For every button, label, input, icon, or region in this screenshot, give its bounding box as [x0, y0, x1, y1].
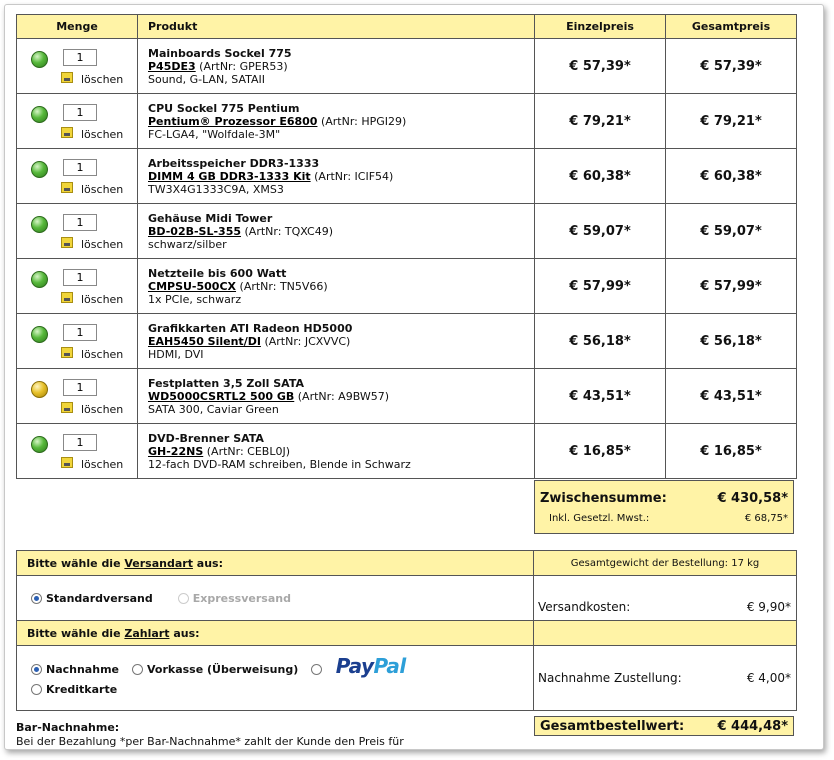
product-artnr: (ArtNr: JCXVVC): [264, 334, 351, 348]
product-desc: SATA 300, Caviar Green: [148, 402, 279, 416]
payment-header: [17, 621, 534, 646]
delete-icon[interactable]: [61, 182, 73, 193]
vat-label: Inkl. Gesetzl. Mwst.:: [549, 513, 650, 524]
delete-icon[interactable]: [61, 347, 73, 358]
product-cell: [138, 149, 535, 204]
cart-row: [17, 369, 797, 424]
line-total: € 57,99*: [666, 259, 797, 314]
radio-cod[interactable]: [31, 664, 42, 675]
product-artnr: (ArtNr: A9BW57): [297, 389, 390, 403]
cart-table: [16, 14, 797, 479]
availability-dot-icon: [31, 51, 48, 68]
payment-fee-cell: [534, 646, 797, 711]
cod-note-text: Bei der Bezahlung *per Bar-Nachnahme* zahlt der Kunde den Preis für: [16, 735, 404, 748]
delete-icon[interactable]: [61, 237, 73, 248]
order-weight: Gesamtgewicht der Bestellung: 17 kg: [534, 551, 797, 576]
radio-prepay[interactable]: [132, 664, 143, 675]
product-link[interactable]: Pentium® Prozessor E6800: [148, 114, 318, 128]
subtotal-value: € 430,58*: [717, 491, 788, 506]
product-desc: FC-LGA4, "Wolfdale-3M": [148, 127, 281, 141]
shipping-cost-label: Versandkosten:: [538, 600, 631, 614]
delete-icon[interactable]: [61, 402, 73, 413]
availability-dot-icon: [31, 381, 48, 398]
unit-price: € 43,51*: [535, 369, 666, 424]
radio-card[interactable]: [31, 684, 42, 695]
delete-icon[interactable]: [61, 292, 73, 303]
product-artnr: (ArtNr: GPER53): [199, 59, 288, 73]
quantity-input[interactable]: [63, 434, 97, 451]
col-header-menge: Menge: [17, 15, 138, 39]
product-desc: 12-fach DVD-RAM schreiben, Blende in Schwarz: [148, 457, 411, 471]
product-cell: [138, 39, 535, 94]
qty-cell: [17, 149, 138, 204]
cart-window: [4, 4, 824, 750]
cod-fee-label: Nachnahme Zustellung:: [538, 671, 682, 685]
product-artnr: (ArtNr: TQXC49): [244, 224, 334, 238]
radio-standard[interactable]: [31, 593, 42, 604]
label-card[interactable]: Kreditkarte: [46, 683, 118, 696]
cart-row: [17, 39, 797, 94]
qty-cell: [17, 94, 138, 149]
product-category: CPU Sockel 775 Pentium: [148, 101, 300, 115]
product-desc: 1x PCIe, schwarz: [148, 292, 242, 306]
delete-link[interactable]: löschen: [81, 183, 124, 196]
product-artnr: (ArtNr: CEBL0J): [206, 444, 291, 458]
quantity-input[interactable]: [63, 379, 97, 396]
grand-total-value: € 444,48*: [717, 719, 788, 734]
product-cell: [138, 94, 535, 149]
grand-total-label: Gesamtbestellwert:: [540, 719, 685, 734]
product-cell: [138, 314, 535, 369]
line-total: € 57,39*: [666, 39, 797, 94]
qty-cell: [17, 259, 138, 314]
quantity-input[interactable]: [63, 49, 97, 66]
product-category: Gehäuse Midi Tower: [148, 211, 273, 225]
payment-method-link[interactable]: Zahlart: [124, 626, 170, 640]
availability-dot-icon: [31, 216, 48, 233]
label-prepay[interactable]: Vorkasse (Überweisung): [147, 663, 299, 676]
shipping-options: [17, 576, 534, 621]
quantity-input[interactable]: [63, 159, 97, 176]
delete-icon[interactable]: [61, 72, 73, 83]
product-cell: [138, 204, 535, 259]
product-link[interactable]: BD-02B-SL-355: [148, 224, 242, 238]
delete-icon[interactable]: [61, 457, 73, 468]
radio-paypal[interactable]: [311, 664, 322, 675]
delete-link[interactable]: löschen: [81, 403, 124, 416]
line-total: € 43,51*: [666, 369, 797, 424]
cart-body: [17, 39, 797, 479]
line-total: € 60,38*: [666, 149, 797, 204]
quantity-input[interactable]: [63, 104, 97, 121]
availability-dot-icon: [31, 161, 48, 178]
label-cod[interactable]: Nachnahme: [46, 663, 119, 676]
availability-dot-icon: [31, 271, 48, 288]
unit-price: € 60,38*: [535, 149, 666, 204]
cart-header-row: [17, 15, 797, 39]
shipping-header-prefix: Bitte wähle die: [27, 556, 125, 570]
delete-link[interactable]: löschen: [81, 458, 124, 471]
availability-dot-icon: [31, 436, 48, 453]
product-category: Grafikkarten ATI Radeon HD5000: [148, 321, 353, 335]
product-cell: [138, 369, 535, 424]
cart-row: [17, 314, 797, 369]
cart-row: [17, 259, 797, 314]
product-link[interactable]: EAH5450 Silent/DI: [148, 334, 261, 348]
delete-link[interactable]: löschen: [81, 238, 124, 251]
shipping-cost-value: € 9,90*: [746, 600, 791, 614]
grand-total-box: [534, 716, 794, 736]
product-cell: [138, 259, 535, 314]
product-category: Netzteile bis 600 Watt: [148, 266, 287, 280]
label-standard[interactable]: Standardversand: [46, 591, 153, 605]
cart-row: [17, 424, 797, 479]
product-desc: TW3X4G1333C9A, XMS3: [148, 182, 284, 196]
delete-icon[interactable]: [61, 127, 73, 138]
cod-fee-value: € 4,00*: [746, 671, 791, 685]
col-header-einzelpreis: Einzelpreis: [535, 15, 666, 39]
product-category: Mainboards Sockel 775: [148, 46, 292, 60]
shipping-payment-table: [16, 550, 797, 711]
qty-cell: [17, 39, 138, 94]
product-category: Festplatten 3,5 Zoll SATA: [148, 376, 305, 390]
subtotal-box: [534, 480, 794, 534]
unit-price: € 57,99*: [535, 259, 666, 314]
label-express: Expressversand: [192, 591, 291, 605]
cart-row: [17, 204, 797, 259]
cart-row: [17, 149, 797, 204]
shipping-header: [17, 551, 534, 576]
quantity-input[interactable]: [63, 269, 97, 286]
col-header-produkt: Produkt: [138, 15, 535, 39]
delete-link[interactable]: löschen: [81, 73, 124, 86]
vat-value: € 68,75*: [744, 513, 788, 524]
quantity-input[interactable]: [63, 324, 97, 341]
paypal-logo-pal: Pal: [373, 654, 406, 678]
payment-options: [17, 646, 534, 711]
radio-express: [178, 593, 189, 604]
product-artnr: (ArtNr: TN5V66): [239, 279, 328, 293]
qty-cell: [17, 204, 138, 259]
product-category: Arbeitsspeicher DDR3-1333: [148, 156, 320, 170]
product-artnr: (ArtNr: HPGI29): [320, 114, 407, 128]
qty-cell: [17, 424, 138, 479]
availability-dot-icon: [31, 106, 48, 123]
unit-price: € 59,07*: [535, 204, 666, 259]
col-header-gesamtpreis: Gesamtpreis: [666, 15, 797, 39]
shipping-cost-cell: [534, 576, 797, 621]
product-link[interactable]: DIMM 4 GB DDR3-1333 Kit: [148, 169, 311, 183]
line-total: € 59,07*: [666, 204, 797, 259]
payment-header-right: [534, 621, 797, 646]
unit-price: € 16,85*: [535, 424, 666, 479]
payment-header-suffix: aus:: [169, 626, 200, 640]
qty-cell: [17, 314, 138, 369]
quantity-input[interactable]: [63, 214, 97, 231]
shipping-method-link[interactable]: Versandart: [124, 556, 193, 570]
payment-header-prefix: Bitte wähle die: [27, 626, 125, 640]
shipping-header-suffix: aus:: [192, 556, 223, 570]
product-desc: Sound, G-LAN, SATAII: [148, 72, 265, 86]
product-desc: schwarz/silber: [148, 237, 227, 251]
product-link[interactable]: P45DE3: [148, 59, 196, 73]
paypal-logo-pay: Pay: [335, 654, 374, 678]
delete-link[interactable]: löschen: [81, 128, 124, 141]
line-total: € 16,85*: [666, 424, 797, 479]
product-desc: HDMI, DVI: [148, 347, 204, 361]
product-artnr: (ArtNr: ICIF54): [314, 169, 394, 183]
line-total: € 79,21*: [666, 94, 797, 149]
paypal-logo[interactable]: [336, 654, 406, 678]
delete-link[interactable]: löschen: [81, 293, 124, 306]
cod-note-title: Bar-Nachnahme:: [16, 721, 120, 734]
unit-price: € 79,21*: [535, 94, 666, 149]
qty-cell: [17, 369, 138, 424]
subtotal-label: Zwischensumme:: [540, 491, 667, 506]
product-link[interactable]: GH-22NS: [148, 444, 204, 458]
availability-dot-icon: [31, 326, 48, 343]
delete-link[interactable]: löschen: [81, 348, 124, 361]
product-link[interactable]: CMPSU-500CX: [148, 279, 237, 293]
unit-price: € 56,18*: [535, 314, 666, 369]
unit-price: € 57,39*: [535, 39, 666, 94]
cart-row: [17, 94, 797, 149]
product-link[interactable]: WD5000CSRTL2 500 GB: [148, 389, 295, 403]
product-cell: [138, 424, 535, 479]
line-total: € 56,18*: [666, 314, 797, 369]
product-category: DVD-Brenner SATA: [148, 431, 264, 445]
